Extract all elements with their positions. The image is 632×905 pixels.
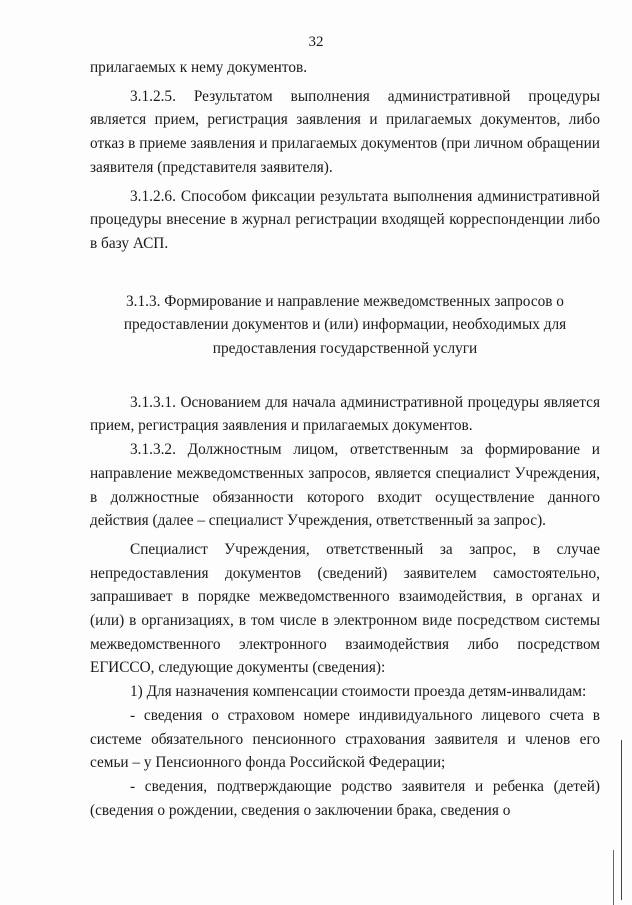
section-heading-3-1-3: 3.1.3. Формирование и направление межведомственных запросов о предоставлении документов и (или) информации, необходимых для предоставления государственной услуги: [123, 292, 567, 358]
paragraph-continuation: прилагаемых к нему документов.: [90, 59, 308, 76]
paragraph-specialist: Специалист Учреждения, ответственный за запрос, в случае непредоставления документов (сведений) заявителем самостоятельно, запрашивает в порядке межведомственного взаимодействия, в органах и (или) в организациях, в том числе в электронном виде посредством системы межведомственного электронного взаимодействия либо посредством ЕГИССО, следующие документы (сведения):: [90, 540, 600, 677]
paragraph-3-1-2-5: 3.1.2.5. Результатом выполнения административной процедуры является прием, регистрация заявления и прилагаемых документов, либо отказ в приеме заявления и прилагаемых документов (при личном обращении заявителя (представителя заявителя).: [90, 87, 600, 176]
list-dash-item-1: - сведения о страховом номере индивидуального лицевого счета в системе обязательного пенсионного страхования заявителя и членов его семьи – у Пенсионного фонда Российской Федерации;: [90, 706, 600, 772]
scan-edge-line: [621, 740, 622, 900]
list-dash-item-2: - сведения, подтверждающие родство заявителя и ребенка (детей) (сведения о рождении, сведения о заключении брака, сведения о: [90, 777, 600, 819]
scan-edge-line-secondary: [613, 850, 614, 905]
document-body: [90, 56, 600, 822]
list-item-1: 1) Для назначения компенсации стоимости проезда детям-инвалидам:: [130, 683, 587, 701]
page-number: 32: [308, 34, 324, 50]
paragraph-3-1-3-1: 3.1.3.1. Основанием для начала административной процедуры является прием, регистрация заявления и прилагаемых документов.: [90, 393, 600, 435]
paragraph-3-1-2-6: 3.1.2.6. Способом фиксации результата выполнения административной процедуры внесение в журнал регистрации входящей корреспонденции либо в базу АСП.: [90, 187, 600, 252]
paragraph-3-1-3-2: 3.1.3.2. Должностным лицом, ответственным за формирование и направление межведомственных запросов, является специалист Учреждения, в должностные обязанности которого входит осуществление данного действия (далее – специалист Учреждения, ответственный за запрос).: [90, 441, 600, 530]
